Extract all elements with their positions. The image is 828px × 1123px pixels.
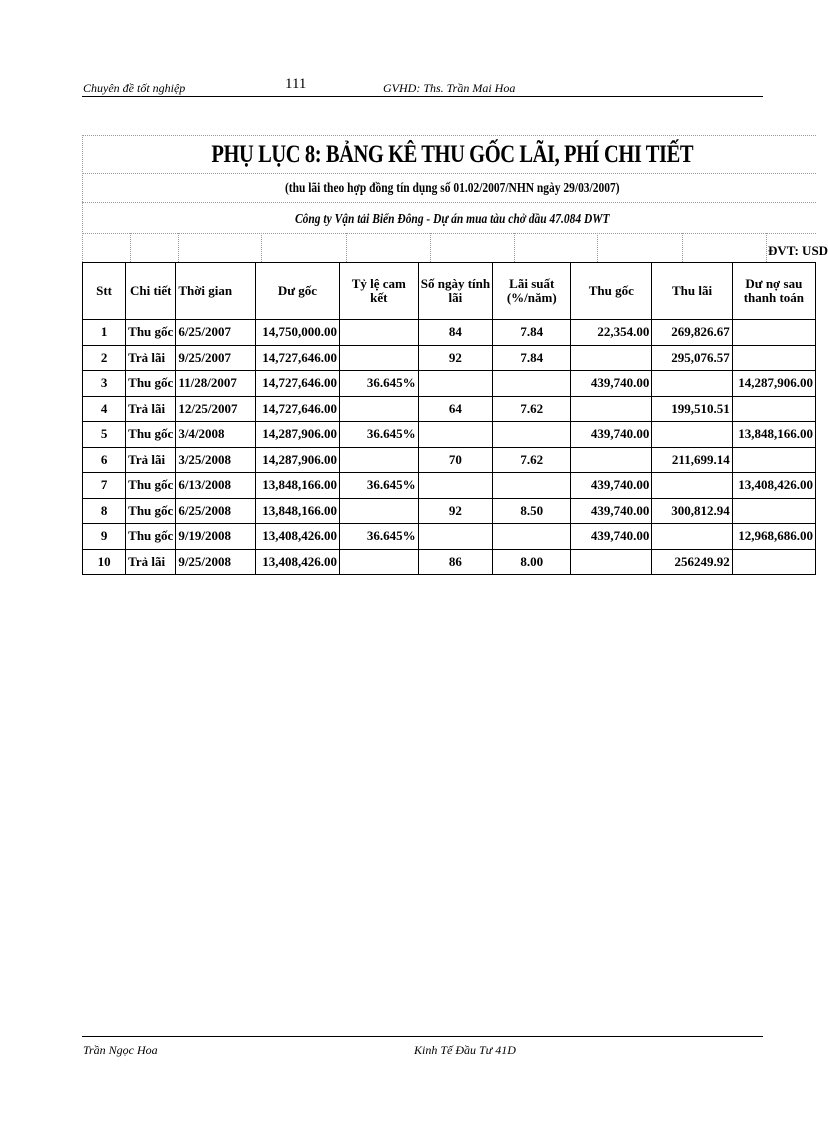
cell-remaining-balance bbox=[732, 396, 815, 422]
header-right-text: GVHD: Ths. Trần Mai Hoa bbox=[383, 81, 516, 95]
cell-commitment-rate bbox=[340, 396, 419, 422]
cell-principal-balance: 14,287,906.00 bbox=[255, 422, 339, 448]
cell-date: 9/19/2008 bbox=[176, 524, 256, 550]
cell-commitment-rate: 36.645% bbox=[340, 524, 419, 550]
cell-commitment-rate: 36.645% bbox=[340, 422, 419, 448]
cell-stt: 7 bbox=[83, 473, 126, 499]
cell-interest-rate bbox=[493, 524, 571, 550]
cell-principal-balance: 13,848,166.00 bbox=[255, 498, 339, 524]
column-header: Thời gian bbox=[176, 263, 256, 320]
cell-principal-collected: 22,354.00 bbox=[571, 320, 652, 346]
cell-interest-rate bbox=[493, 371, 571, 397]
cell-detail: Trả lãi bbox=[126, 345, 176, 371]
table-row bbox=[83, 498, 816, 524]
cell-date: 3/25/2008 bbox=[176, 447, 256, 473]
cell-interest-collected: 300,812.94 bbox=[652, 498, 732, 524]
cell-date: 12/25/2007 bbox=[176, 396, 256, 422]
cell-principal-collected: 439,740.00 bbox=[571, 524, 652, 550]
footer-left-text: Trần Ngọc Hoa bbox=[83, 1043, 158, 1057]
column-header: Số ngày tính lãi bbox=[418, 263, 493, 320]
cell-interest-rate: 7.62 bbox=[493, 447, 571, 473]
column-header: Lãi suất (%/năm) bbox=[493, 263, 571, 320]
table-row bbox=[83, 549, 816, 575]
column-header: Tỷ lệ cam kết bbox=[340, 263, 419, 320]
cell-principal-collected bbox=[571, 447, 652, 473]
table-row bbox=[83, 473, 816, 499]
cell-date: 11/28/2007 bbox=[176, 371, 256, 397]
cell-interest-days bbox=[418, 473, 493, 499]
cell-interest-collected: 199,510.51 bbox=[652, 396, 732, 422]
gridline bbox=[82, 135, 83, 262]
cell-detail: Thu gốc bbox=[126, 524, 176, 550]
cell-interest-collected: 256249.92 bbox=[652, 549, 732, 575]
cell-principal-collected bbox=[571, 345, 652, 371]
gridline bbox=[130, 233, 131, 262]
cell-principal-balance: 14,727,646.00 bbox=[255, 371, 339, 397]
cell-detail: Thu gốc bbox=[126, 422, 176, 448]
cell-principal-collected: 439,740.00 bbox=[571, 422, 652, 448]
cell-interest-rate: 8.50 bbox=[493, 498, 571, 524]
cell-interest-days bbox=[418, 422, 493, 448]
cell-interest-days: 86 bbox=[418, 549, 493, 575]
cell-commitment-rate bbox=[340, 447, 419, 473]
cell-interest-collected: 211,699.14 bbox=[652, 447, 732, 473]
cell-stt: 5 bbox=[83, 422, 126, 448]
cell-remaining-balance bbox=[732, 345, 815, 371]
gridline bbox=[82, 202, 816, 203]
cell-interest-rate: 7.84 bbox=[493, 345, 571, 371]
cell-principal-collected bbox=[571, 396, 652, 422]
gridline bbox=[346, 233, 347, 262]
cell-principal-balance: 13,848,166.00 bbox=[255, 473, 339, 499]
repayment-table bbox=[82, 262, 816, 575]
cell-commitment-rate bbox=[340, 498, 419, 524]
table-header-row bbox=[83, 263, 816, 320]
cell-interest-rate bbox=[493, 422, 571, 448]
cell-date: 9/25/2007 bbox=[176, 345, 256, 371]
cell-remaining-balance bbox=[732, 320, 815, 346]
cell-interest-rate: 7.84 bbox=[493, 320, 571, 346]
cell-principal-collected bbox=[571, 549, 652, 575]
cell-stt: 2 bbox=[83, 345, 126, 371]
column-header: Stt bbox=[83, 263, 126, 320]
cell-detail: Thu gốc bbox=[126, 473, 176, 499]
column-header: Dư gốc bbox=[255, 263, 339, 320]
table-row bbox=[83, 371, 816, 397]
cell-interest-days bbox=[418, 524, 493, 550]
cell-interest-rate bbox=[493, 473, 571, 499]
cell-detail: Trả lãi bbox=[126, 396, 176, 422]
cell-principal-collected: 439,740.00 bbox=[571, 498, 652, 524]
cell-date: 6/25/2007 bbox=[176, 320, 256, 346]
cell-remaining-balance: 12,968,686.00 bbox=[732, 524, 815, 550]
page-number: 111 bbox=[285, 76, 307, 92]
footer-rule bbox=[82, 1036, 763, 1037]
gridline bbox=[178, 233, 179, 262]
cell-stt: 1 bbox=[83, 320, 126, 346]
cell-remaining-balance: 13,848,166.00 bbox=[732, 422, 815, 448]
cell-interest-collected bbox=[652, 422, 732, 448]
gridline bbox=[261, 233, 262, 262]
table-row bbox=[83, 422, 816, 448]
cell-remaining-balance bbox=[732, 498, 815, 524]
gridline bbox=[682, 233, 683, 262]
column-header: Thu gốc bbox=[571, 263, 652, 320]
cell-remaining-balance: 14,287,906.00 bbox=[732, 371, 815, 397]
gridline bbox=[82, 233, 816, 234]
cell-principal-collected: 439,740.00 bbox=[571, 371, 652, 397]
cell-date: 6/13/2008 bbox=[176, 473, 256, 499]
cell-principal-collected: 439,740.00 bbox=[571, 473, 652, 499]
cell-detail: Thu gốc bbox=[126, 320, 176, 346]
document-subtitle: (thu lãi theo hợp đồng tín dụng số 01.02/2007/NHN ngày 29/03/2007) bbox=[284, 181, 620, 196]
cell-remaining-balance: 13,408,426.00 bbox=[732, 473, 815, 499]
cell-interest-collected bbox=[652, 371, 732, 397]
table-row bbox=[83, 345, 816, 371]
cell-interest-rate: 7.62 bbox=[493, 396, 571, 422]
cell-stt: 9 bbox=[83, 524, 126, 550]
document-title: PHỤ LỤC 8: BẢNG KÊ THU GỐC LÃI, PHÍ CHI TIẾT bbox=[211, 141, 694, 168]
cell-stt: 6 bbox=[83, 447, 126, 473]
cell-commitment-rate bbox=[340, 549, 419, 575]
cell-stt: 3 bbox=[83, 371, 126, 397]
cell-remaining-balance bbox=[732, 447, 815, 473]
cell-principal-balance: 14,727,646.00 bbox=[255, 345, 339, 371]
gridline bbox=[82, 135, 816, 136]
company-line: Công ty Vận tải Biển Đông - Dự án mua tàu chở dầu 47.084 DWT bbox=[295, 212, 610, 227]
cell-interest-rate: 8.00 bbox=[493, 549, 571, 575]
table-row bbox=[83, 524, 816, 550]
cell-interest-collected bbox=[652, 473, 732, 499]
gridline bbox=[597, 233, 598, 262]
header-left-text: Chuyên đề tốt nghiệp bbox=[83, 81, 186, 95]
cell-date: 9/25/2008 bbox=[176, 549, 256, 575]
cell-date: 3/4/2008 bbox=[176, 422, 256, 448]
cell-interest-days: 92 bbox=[418, 345, 493, 371]
gridline bbox=[766, 233, 767, 262]
cell-interest-collected: 295,076.57 bbox=[652, 345, 732, 371]
cell-commitment-rate: 36.645% bbox=[340, 371, 419, 397]
cell-interest-days: 84 bbox=[418, 320, 493, 346]
cell-commitment-rate: 36.645% bbox=[340, 473, 419, 499]
cell-commitment-rate bbox=[340, 345, 419, 371]
column-header: Chi tiết bbox=[126, 263, 176, 320]
cell-commitment-rate bbox=[340, 320, 419, 346]
cell-interest-days bbox=[418, 371, 493, 397]
cell-principal-balance: 13,408,426.00 bbox=[255, 549, 339, 575]
column-header: Dư nợ sau thanh toán bbox=[732, 263, 815, 320]
cell-detail: Thu gốc bbox=[126, 371, 176, 397]
gridline bbox=[430, 233, 431, 262]
table-row bbox=[83, 320, 816, 346]
column-header: Thu lãi bbox=[652, 263, 732, 320]
cell-principal-balance: 14,750,000.00 bbox=[255, 320, 339, 346]
cell-interest-collected bbox=[652, 524, 732, 550]
header-rule bbox=[82, 96, 763, 97]
cell-principal-balance: 14,287,906.00 bbox=[255, 447, 339, 473]
cell-detail: Trả lãi bbox=[126, 549, 176, 575]
cell-interest-days: 92 bbox=[418, 498, 493, 524]
cell-principal-balance: 14,727,646.00 bbox=[255, 396, 339, 422]
cell-date: 6/25/2008 bbox=[176, 498, 256, 524]
footer-right-text: Kinh Tế Đầu Tư 41D bbox=[414, 1043, 516, 1057]
cell-stt: 10 bbox=[83, 549, 126, 575]
table-row bbox=[83, 447, 816, 473]
cell-stt: 4 bbox=[83, 396, 126, 422]
cell-detail: Trả lãi bbox=[126, 447, 176, 473]
unit-label: ĐVT: USD bbox=[768, 243, 828, 258]
gridline bbox=[82, 173, 816, 174]
cell-interest-collected: 269,826.67 bbox=[652, 320, 732, 346]
cell-interest-days: 70 bbox=[418, 447, 493, 473]
table-row bbox=[83, 396, 816, 422]
cell-principal-balance: 13,408,426.00 bbox=[255, 524, 339, 550]
cell-detail: Thu gốc bbox=[126, 498, 176, 524]
gridline bbox=[514, 233, 515, 262]
cell-remaining-balance bbox=[732, 549, 815, 575]
cell-interest-days: 64 bbox=[418, 396, 493, 422]
spreadsheet-region bbox=[82, 135, 828, 615]
cell-stt: 8 bbox=[83, 498, 126, 524]
